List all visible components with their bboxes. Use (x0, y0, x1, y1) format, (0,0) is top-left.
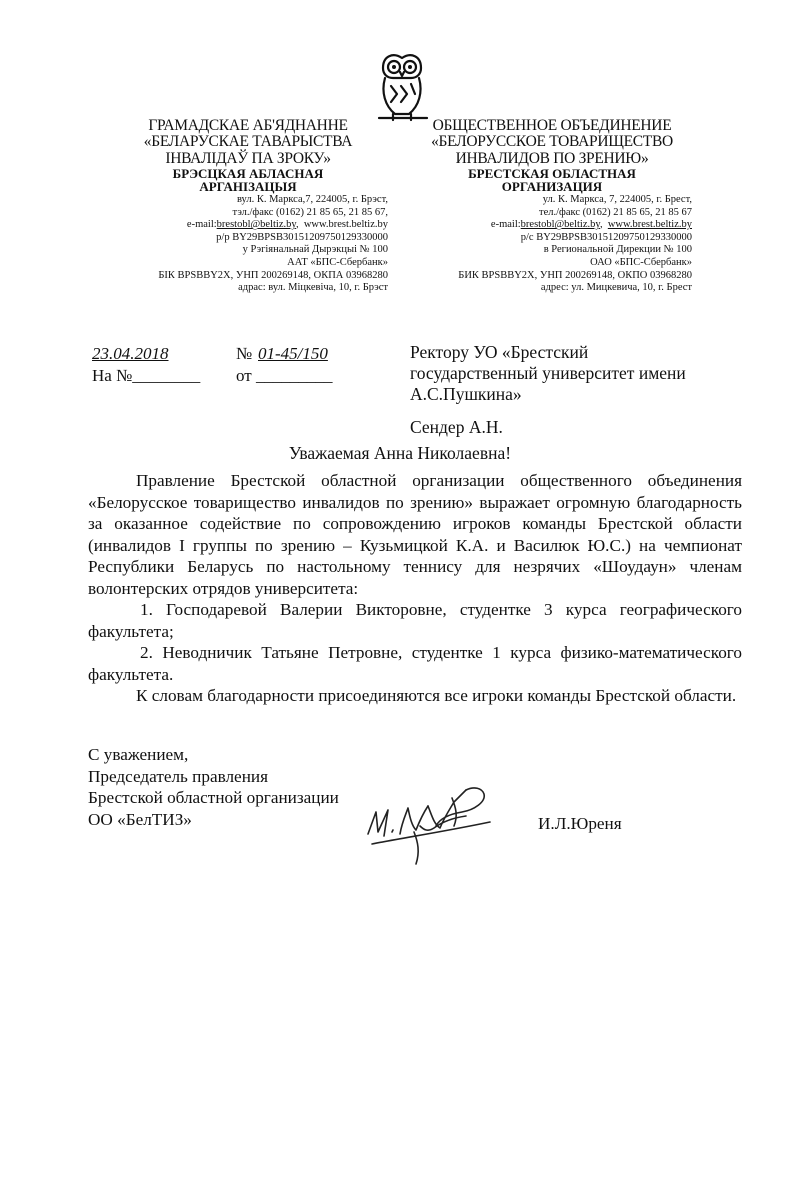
bank-codes: БИК BPSBBY2X, УНП 200269148, ОКПО 03968280 (458, 269, 692, 281)
website-link[interactable]: www.brest.beltiz.by (303, 219, 388, 231)
org-name-line: «БЕЛАРУСКАЕ ТАВАРЫСТВА (143, 133, 353, 151)
email-link[interactable]: brestobl@beltiz.by (216, 219, 296, 231)
org-phone: тел./факс (0162) 21 85 65, 21 85 67 (539, 206, 692, 218)
closing-line: ОО «БелТИЗ» (88, 809, 192, 829)
closing-line: С уважением, (88, 745, 189, 764)
list-item: 1. Господаревой Валерии Викторовне, студентке 3 курса географического факультета; (88, 600, 742, 641)
org-name-line: ИНВАЛИДОВ ПО ЗРЕНИЮ» (455, 149, 649, 167)
org-name-line: ОБЩЕСТВЕННОЕ ОБЪЕДИНЕНИЕ (432, 117, 672, 134)
reference-field: На №________ (92, 366, 201, 385)
org-contacts: e-mail:brestobl@beltiz.by, www.brest.beltiz.by (490, 219, 692, 231)
org-contacts: e-mail:brestobl@beltiz.by, www.brest.beltiz.by (186, 219, 388, 231)
body-paragraph: Правление Брестской областной организации общественного объединения «Белорусское товарищество инвалидов по зрению» выражает огромную благодарность за оказанное содействие по сопровождению игроков команды Брестской области (инвалидов I группы по зрению – Кузьмицкой К.А. и Василюк Ю.С.) на чемпионат Республики Беларусь по настольному теннису для незрячих «Шоудаун» членам волонтерских отрядов университета: (88, 471, 742, 598)
closing-line: Председатель правления (88, 766, 268, 786)
handwritten-signature (362, 772, 502, 872)
signer-name: И.Л.Юреня (538, 814, 622, 833)
letter-date: 23.04.2018 (92, 344, 169, 363)
letter-number: 01-45/150 (258, 344, 328, 363)
addressee-line: А.С.Пушкина» (410, 384, 522, 404)
bank-department: в Региональной Дирекции № 100 (543, 244, 692, 256)
body-paragraph: К словам благодарности присоединяются все игроки команды Брестской области. (136, 686, 737, 705)
list-item: 2. Неводничик Татьяне Петровне, студентке 1 курса физико-математического факультета. (88, 643, 742, 684)
org-phone: тэл./факс (0162) 21 85 65, 21 85 67, (232, 206, 388, 218)
org-address: вул. К. Маркса,7, 224005, г. Брэст, (236, 194, 388, 206)
org-name-line: ІНВАЛІДАЎ ПА ЗРОКУ» (165, 149, 331, 167)
closing-block (88, 744, 339, 830)
email-prefix: e-mail: (186, 219, 217, 231)
addressee-line: государственный университет имени (410, 363, 686, 383)
bank-name: ОАО «БПС-Сбербанк» (590, 257, 692, 269)
letterhead-belarusian (108, 118, 388, 295)
addressee-line: Ректору УО «Брестский (410, 342, 589, 362)
bank-name: ААТ «БПС-Сбербанк» (287, 257, 388, 269)
letterhead-russian (412, 118, 692, 295)
branch-name-line: ОРГАНИЗАЦИЯ (501, 179, 603, 195)
bank-address: адрес: ул. Мицкевича, 10, г. Брест (540, 282, 692, 294)
branch-name-line: БРЭСЦКАЯ АБЛАСНАЯ (172, 165, 324, 181)
email-prefix: e-mail: (490, 219, 521, 231)
bank-codes: БІК BPSBBY2X, УНП 200269148, ОКПА 03968280 (158, 269, 388, 281)
letter-body (88, 470, 742, 707)
greeting: Уважаемая Анна Николаевна! (288, 443, 512, 463)
org-name-line: «БЕЛОРУССКОЕ ТОВАРИЩЕСТВО (431, 133, 673, 151)
website-link[interactable]: www.brest.beltiz.by (607, 219, 692, 231)
closing-line: Брестской областной организации (88, 788, 339, 807)
branch-name-line: БРЕСТСКАЯ ОБЛАСТНАЯ (468, 165, 636, 181)
addressee-name: Сендер А.Н. (410, 417, 503, 437)
addressee-block (410, 342, 750, 438)
bank-account: р/р BY29BPSB30151209750129330000 (216, 231, 388, 243)
reference-date-field: от _________ (236, 366, 333, 385)
org-address: ул. К. Маркса, 7, 224005, г. Брест, (542, 194, 692, 206)
bank-address: адрас: вул. Міцкевіча, 10, г. Брэст (238, 282, 388, 294)
bank-department: у Рэгіянальнай Дырэкцыі № 100 (242, 244, 388, 256)
bank-account: р/с BY29BPSB30151209750129330000 (520, 231, 692, 243)
number-label: № (236, 344, 253, 363)
org-name-line: ГРАМАДСКАЕ АБ'ЯДНАННЕ (148, 117, 348, 134)
branch-name-line: АРГАНІЗАЦЫЯ (199, 179, 297, 195)
email-link[interactable]: brestobl@beltiz.by (520, 219, 600, 231)
owl-logo-icon (371, 48, 433, 122)
